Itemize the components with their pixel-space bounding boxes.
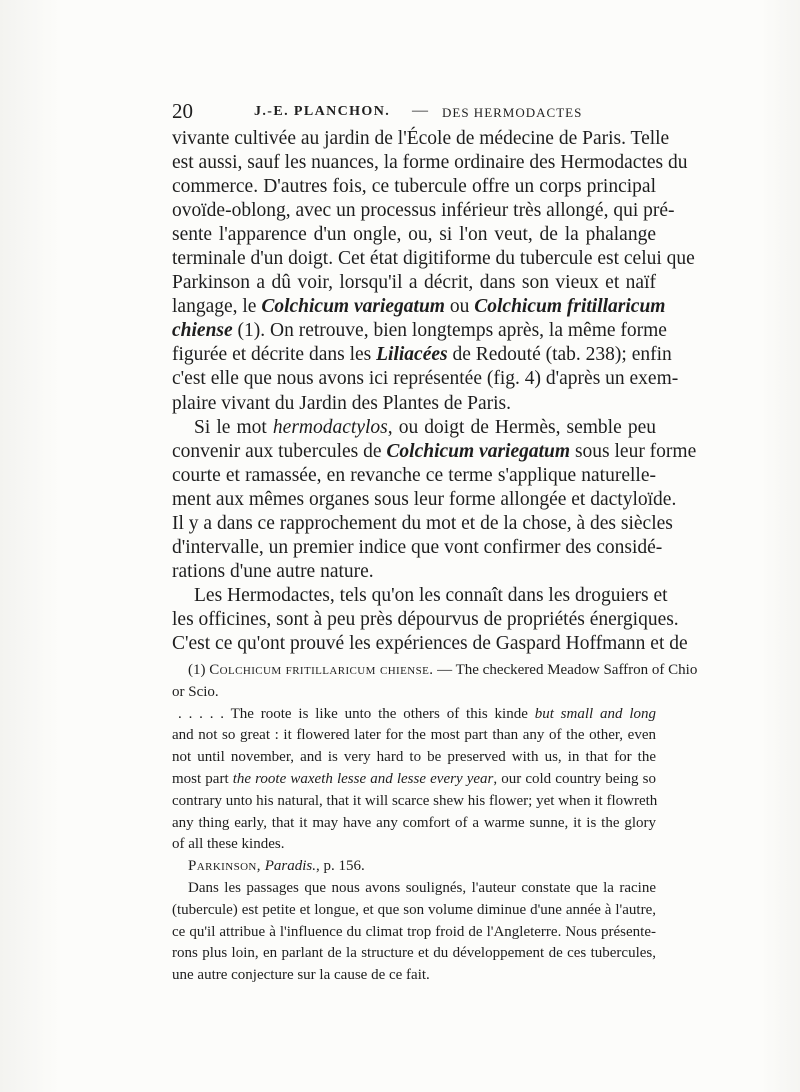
footnote-line: or Scio. — [172, 683, 219, 700]
reference-title: Paradis. — [260, 858, 316, 875]
text-line — [172, 319, 667, 343]
text-line: rations d'une autre nature. — [172, 560, 374, 582]
footnote-line — [172, 769, 656, 791]
text-line: terminale d'un doigt. Cet état digitiforme du tubercule est celui que — [172, 248, 695, 270]
page-number: 20 — [172, 99, 193, 123]
text-run: most part — [172, 770, 233, 787]
footnote-line: of all these kindes. — [172, 836, 285, 853]
text-line: plaire vivant du Jardin des Plantes de Paris. — [172, 392, 512, 414]
text-line — [172, 343, 672, 367]
main-text — [172, 127, 697, 656]
text-line: c'est elle que nous avons ici représentée (fig. 4) d'après un exem- — [172, 368, 679, 390]
footnote-line: and not so great : it flowered later for the most part than any of the other, even — [172, 727, 656, 744]
text-line: ment aux mêmes organes sous leur forme allongée et dactyloïde. — [172, 488, 677, 510]
text-run: — The checkered Meadow Saffron of Chio — [433, 662, 698, 678]
species-name: chiense — [172, 320, 233, 342]
text-line: Les Hermodactes, tels qu'on les connaît dans les droguiers et — [194, 584, 668, 606]
reference-author: Parkinson, — [188, 858, 261, 875]
text-line: commerce. D'autres fois, ce tubercule offre un corps principal — [172, 176, 656, 198]
header-dash: — — [412, 102, 428, 119]
footnote-line — [172, 660, 698, 682]
text-line — [172, 295, 666, 319]
text-line: d'intervalle, un premier indice que vont confirmer des considé- — [172, 536, 663, 558]
text-line: Parkinson a dû voir, lorsqu'il a décrit, dans son vieux et naïf — [172, 272, 656, 294]
footnote-line: rons plus loin, en parlant de la structure et du développement de ces tubercules, — [172, 945, 656, 962]
text-run: convenir aux tubercules de — [172, 440, 387, 462]
text-run: de Redouté (tab. 238); enfin — [447, 344, 672, 366]
footnote-line: ce qu'il attribue à l'influence du climat trop froid de l'Angleterre. Nous présente- — [172, 923, 656, 940]
footnote-line: Dans les passages que nous avons soulignés, l'auteur constate que la racine — [188, 879, 656, 896]
footnote-marker: (1) — [188, 662, 210, 678]
text-run: langage, le — [172, 296, 262, 318]
text-run: ou — [444, 296, 475, 318]
species-name: Colchicum variegatum — [386, 440, 571, 462]
species-name: Colchicum variegatum — [261, 296, 445, 318]
text-line: ovoïde-oblong, avec un processus inférieur très allongé, qui pré- — [172, 200, 675, 222]
footnote-line — [172, 704, 656, 726]
text-line — [172, 416, 656, 440]
text-run: Si le mot — [194, 416, 273, 438]
header-author: J.-E. PLANCHON. — [254, 104, 391, 119]
text-run: (1). On retrouve, bien longtemps après, la même forme — [232, 320, 667, 342]
greek-term: hermodactylos — [272, 416, 388, 438]
footnote-line: une autre conjecture sur la cause de ce fait. — [172, 967, 430, 984]
text-line: est aussi, sauf les nuances, la forme ordinaire des Hermodactes du — [172, 152, 688, 174]
text-run: sous leur forme — [570, 440, 697, 462]
text-line — [172, 440, 697, 464]
text-run: , our cold country being so — [493, 770, 656, 787]
footnote-reference — [172, 856, 656, 878]
reference-page: , p. 156. — [315, 858, 365, 875]
ellipsis-dots: . . . . . — [178, 705, 231, 722]
text-line: les officines, sont à peu près dépourvus de propriétés énergiques. — [172, 608, 679, 630]
work-title: Liliacées — [376, 344, 448, 366]
running-header — [172, 96, 662, 126]
text-line: Il y a dans ce rapprochement du mot et de la chose, à des siècles — [172, 512, 673, 534]
emphasis: but small and long — [534, 705, 657, 722]
text-line: C'est ce qu'ont prouvé les expériences de Gaspard Hoffmann et de — [172, 632, 688, 654]
text-run: figurée et décrite dans les — [172, 344, 377, 366]
species-name: Colchicum fritillaricum chiense. — [209, 662, 434, 678]
text-run: The roote is like unto the others of this kinde — [230, 705, 535, 722]
species-name: Colchicum fritillaricum — [474, 296, 666, 318]
text-line: sente l'apparence d'un ongle, ou, si l'on veut, de la phalange — [172, 224, 656, 246]
footnote-line: not until november, and is very hard to be preserved with us, in that for the — [172, 749, 656, 766]
header-section-title: DES HERMODACTES — [442, 105, 583, 120]
footnote-line: any thing early, that it may have any comfort of a warme sunne, it is the glory — [172, 814, 656, 831]
text-run: , ou doigt de Hermès, semble peu — [387, 416, 656, 438]
emphasis: the roote waxeth lesse and lesse every year — [232, 770, 494, 787]
text-line: courte et ramassée, en revanche ce terme s'applique naturelle- — [172, 464, 656, 486]
footnotes — [172, 660, 698, 987]
text-line: vivante cultivée au jardin de l'École de médecine de Paris. Telle — [172, 128, 670, 149]
footnote-line: (tubercule) est petite et longue, et que son volume diminue d'une année à l'autre, — [172, 901, 656, 918]
footnote-line: contrary unto his natural, that it will scarce shew his flower; yet when it flowreth — [172, 792, 658, 809]
